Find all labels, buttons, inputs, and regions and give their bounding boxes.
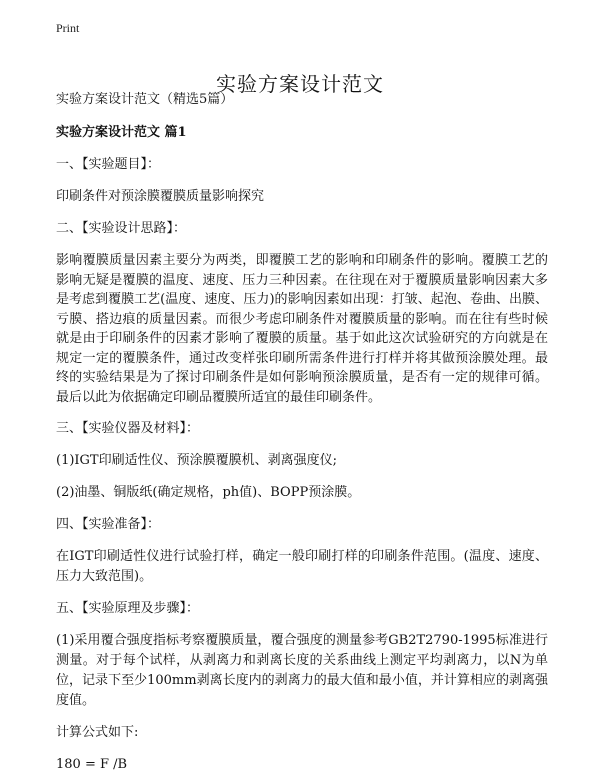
heading-preparation: 四、【实验准备】： [56,517,161,532]
document-body [56,90,548,775]
paragraph-instruments: (1)IGT印刷适性仪、预涂膜覆膜机、剥离强度仪; [56,453,337,468]
document-subtitle: 实验方案设计范文（精选5篇） [56,92,234,107]
heading-design-approach: 二、【实验设计思路】： [56,221,187,236]
paragraph-principle-step-1: (1)采用覆合强度指标考察覆膜质量，覆合强度的测量参考GB2T2790-1995标准进行测量。对于每个试样，从剥离力和剥离长度的关系曲线上测定平均剥离力，以N为单位，记录下至少100mm剥离长度内的剥离力的最大值和最小值，并计算相应的剥离强度值。 [56,633,548,708]
heading-principle-steps: 五、【实验原理及步骤】： [56,601,200,616]
page-title: 实验方案设计范文 [216,72,384,97]
paragraph-topic: 印刷条件对预涂膜覆膜质量影响探究 [56,189,265,204]
heading-instruments-materials: 三、【实验仪器及材料】： [56,421,200,436]
formula: 180 = F /B [56,757,128,772]
paragraph-preparation: 在IGT印刷适性仪进行试验打样，确定一般印刷打样的印刷条件范围。(温度、速度、压力大致范围)。 [56,549,548,584]
section-title: 实验方案设计范文 篇1 [56,125,187,140]
heading-experiment-topic: 一、【实验题目】： [56,157,161,172]
print-link[interactable]: Print [56,21,80,35]
paragraph-design-approach: 影响覆膜质量因素主要分为两类，即覆膜工艺的影响和印刷条件的影响。覆膜工艺的影响无疑是覆膜的温度、速度、压力三种因素。在往现在对于覆膜质量影响因素大多是考虑到覆膜工艺(温度、速度、压力)的影响因素如出现：打皱、起泡、卷曲、出膜、亏膜、搭边痕的质量因素。而很少考虑印刷条件对覆膜质量的影响。而在往有些时候就是由于印刷条件的因素才影响了覆膜的质量。基于如此这次试验研究的方向就是在规定一定的覆膜条件，通过改变样张印刷所需条件进行打样并将其做预涂膜处理。最终的实验结果是为了探讨印刷条件是如何影响预涂膜质量，是否有一定的规律可循。最后以此为依据确定印刷品覆膜所适宜的最佳印刷条件。 [56,253,548,405]
paragraph-formula-intro: 计算公式如下: [56,725,139,740]
paragraph-materials: (2)油墨、铜版纸(确定规格，ph值)、BOPP预涂膜。 [56,485,361,500]
